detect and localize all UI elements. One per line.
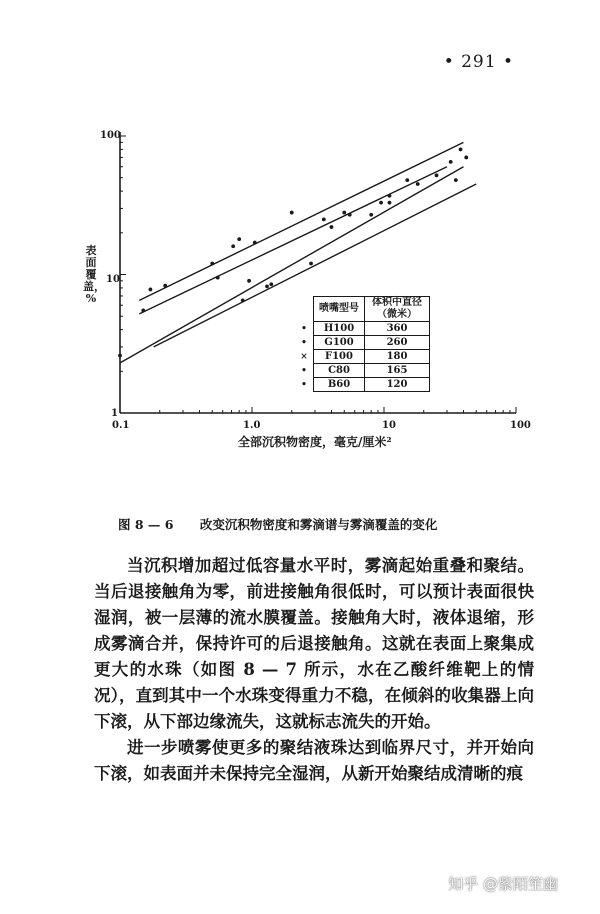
legend-diameter: 360 <box>365 322 430 336</box>
data-point <box>342 211 346 215</box>
page-number: • 291 • <box>443 52 514 72</box>
legend-marker: • <box>295 364 314 378</box>
fit-line <box>139 142 463 300</box>
watermark: 知乎 @紫陌笙幽 <box>448 875 558 893</box>
data-point <box>309 262 313 266</box>
data-point <box>330 225 334 229</box>
legend-nozzle: C80 <box>314 364 365 378</box>
legend-header-nozzle: 喷嘴型号 <box>314 297 365 322</box>
x-tick-label: 0.1 <box>112 420 130 431</box>
legend-row <box>295 364 430 378</box>
data-point <box>118 354 122 358</box>
y-axis-label: 表面覆盖，% <box>83 244 105 305</box>
data-point <box>348 213 352 217</box>
legend-row <box>295 378 430 392</box>
data-point <box>253 241 257 245</box>
legend-row <box>295 350 430 364</box>
legend-nozzle: F100 <box>314 350 365 364</box>
data-point <box>269 282 273 286</box>
x-tick-label: 1.0 <box>243 420 261 431</box>
figure-number: 图 8 — 6 <box>118 517 174 532</box>
figure-caption <box>118 515 437 533</box>
data-point <box>149 288 153 292</box>
data-point <box>216 276 220 280</box>
x-tick-label: 100 <box>510 420 531 431</box>
data-point <box>163 284 167 288</box>
data-point <box>231 244 235 248</box>
data-point <box>290 211 294 215</box>
legend-diameter: 120 <box>365 378 430 392</box>
data-point <box>247 279 251 283</box>
data-point <box>141 309 145 313</box>
data-point <box>237 237 241 241</box>
y-tick-label: 100 <box>100 130 121 141</box>
body-text <box>94 553 534 787</box>
data-point <box>435 173 439 177</box>
legend-nozzle: B60 <box>314 378 365 392</box>
chart-legend <box>295 296 430 392</box>
paragraph: 进一步喷雾使更多的聚结液珠达到临界尺寸，并开始向下滚，如表面并未保持完全湿润，从新开始聚结成清晰的痕 <box>94 738 534 783</box>
figure-caption-text: 改变沉积物密度和雾滴谱与雾滴覆盖的变化 <box>199 517 438 532</box>
paragraph: 当沉积增加超过低容量水平时，雾滴起始重叠和聚结。当后退接触角为零，前进接触角很低时，可以预计表面很快湿润，被一层薄的流水膜覆盖。接触角大时，液体退缩，形成雾滴合并，保持许可的后退接触角。这就在表面上聚集成更大的水珠（如图 8 — 7 所示，水在乙酸纤维靶上的情况），直到其中一个水珠变得重力不稳，在倾斜的收集器上向下滚，从下部边缘流失，这就标志流失的开始。 <box>94 556 534 731</box>
y-tick-label: 1 <box>111 408 118 419</box>
x-tick-label: 10 <box>382 420 396 431</box>
legend-row <box>295 336 430 350</box>
x-axis-label: 全部沉积物密度，毫克/厘米² <box>238 435 392 449</box>
data-point <box>405 178 409 182</box>
data-point <box>265 285 269 289</box>
legend-marker: × <box>295 350 314 364</box>
legend-marker-header <box>295 297 314 322</box>
legend-marker: • <box>295 378 314 392</box>
legend-header-diameter: 体积中直径（微米） <box>365 297 430 322</box>
fit-line <box>139 167 447 314</box>
legend-nozzle: H100 <box>314 322 365 336</box>
data-point <box>210 262 214 266</box>
data-point <box>322 217 326 221</box>
y-tick-label: 10 <box>106 274 120 285</box>
legend-diameter: 165 <box>365 364 430 378</box>
data-point <box>379 201 383 205</box>
legend-nozzle: G100 <box>314 336 365 350</box>
legend-marker: • <box>295 322 314 336</box>
data-point <box>464 156 468 160</box>
data-point <box>388 201 392 205</box>
data-point <box>459 148 463 152</box>
data-point <box>369 213 373 217</box>
data-point <box>388 194 392 198</box>
data-point <box>454 178 458 182</box>
data-point <box>241 299 245 303</box>
legend-diameter: 180 <box>365 350 430 364</box>
legend-marker: • <box>295 336 314 350</box>
data-point <box>416 182 420 186</box>
legend-diameter: 260 <box>365 336 430 350</box>
data-point <box>449 160 453 164</box>
legend-row <box>295 322 430 336</box>
